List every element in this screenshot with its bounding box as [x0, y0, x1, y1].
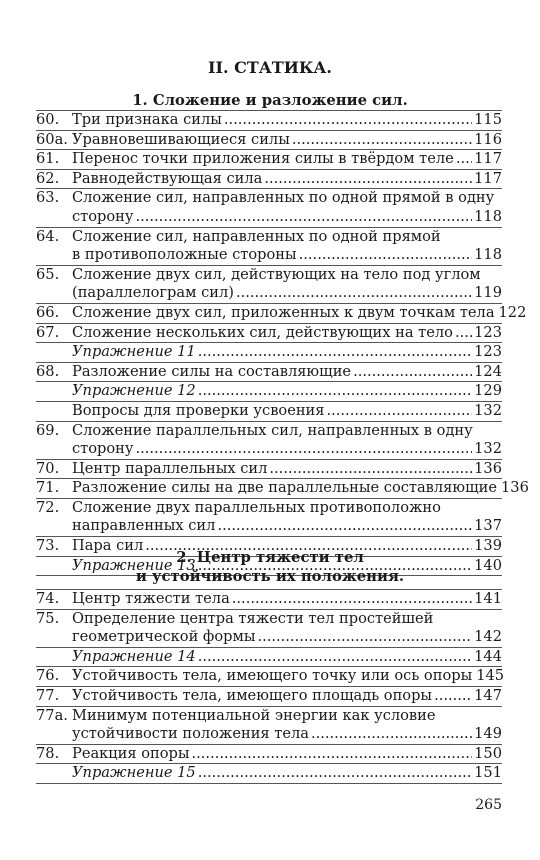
entry-title: Пара сил [72, 537, 144, 555]
entry-number: 77а. [36, 706, 68, 724]
entry-number: 74. [36, 590, 60, 607]
toc-entry [36, 401, 502, 421]
toc-entry [36, 188, 502, 226]
entry-title: направленных сил [72, 517, 216, 535]
toc-bottom-rule [36, 783, 502, 784]
dot-leader [135, 440, 472, 459]
toc-entry-line [36, 284, 502, 303]
toc-entry-line [36, 610, 502, 629]
toc-entry-line [36, 687, 502, 706]
entry-title: Упражнение 11 [72, 343, 196, 361]
entry-page: 124 [474, 362, 502, 380]
entry-number: 66. [36, 303, 60, 321]
toc-entry-line [36, 266, 502, 285]
entry-page: 123 [474, 323, 502, 341]
entry-page: 129 [474, 382, 502, 400]
toc-entry [36, 744, 502, 764]
toc-entry-line [36, 402, 502, 421]
toc-entry [36, 227, 502, 265]
entry-page: 122 [498, 303, 527, 321]
toc-entry-line [36, 343, 502, 362]
page-number: 265 [475, 797, 502, 813]
toc-entry [36, 149, 502, 169]
entry-page: 116 [474, 130, 502, 148]
toc-entry-line [36, 189, 502, 208]
toc-entry [36, 303, 527, 323]
dot-leader [135, 208, 472, 227]
entry-page: 118 [474, 207, 502, 225]
dot-leader [269, 460, 472, 479]
dot-leader [198, 764, 472, 783]
entry-title: Равнодействующая сила [72, 169, 263, 187]
toc-entry [36, 342, 502, 362]
entry-page: 142 [474, 628, 502, 646]
toc-entry-line [36, 517, 502, 536]
entry-page: 139 [474, 537, 502, 555]
entry-title: сторону [72, 207, 134, 225]
entry-number: 61. [36, 150, 60, 168]
dot-leader [217, 517, 472, 536]
toc-entry-line [36, 479, 529, 498]
entry-page: 117 [474, 169, 502, 187]
dot-leader [327, 402, 473, 421]
toc-entry [36, 498, 502, 536]
toc-entry [36, 609, 502, 647]
toc-entry-line [36, 324, 502, 343]
toc-entry-line [36, 460, 502, 479]
section-2-title [0, 548, 540, 586]
entry-title: Сложение нескольких сил, действующих на тело [72, 323, 453, 341]
toc-entry-line [36, 590, 502, 609]
entry-page: 136 [501, 479, 529, 497]
entry-title: Разложение силы на составляющие [72, 362, 352, 380]
entry-number: 60а. [36, 130, 68, 148]
entry-title: Сложение параллельных сил, направленных в одну [72, 421, 473, 439]
toc-entry [36, 478, 529, 498]
toc-entry [36, 323, 502, 343]
entry-page: 140 [474, 556, 502, 574]
toc-entry [36, 169, 502, 189]
toc-entry-line [36, 628, 502, 647]
toc-entry-line [36, 208, 502, 227]
entry-page: 150 [474, 744, 502, 762]
dot-leader [434, 687, 472, 706]
entry-title: геометрической формы [72, 628, 256, 646]
entry-number: 73. [36, 537, 60, 555]
entry-number: 69. [36, 421, 60, 439]
entry-page: 149 [474, 725, 502, 743]
entry-number: 72. [36, 498, 60, 516]
toc-entry [36, 130, 502, 150]
entry-title: Перенос точки приложения силы в твёрдом теле [72, 150, 454, 168]
toc-entry-line [36, 363, 502, 382]
entry-title: Сложение двух сил, действующих на тело под углом [72, 265, 481, 283]
entry-title: Вопросы для проверки усвоения [72, 401, 325, 419]
entry-number: 76. [36, 667, 60, 685]
dot-leader [257, 628, 472, 647]
dot-leader [192, 745, 473, 764]
toc-entry [36, 110, 502, 130]
toc-entry [36, 381, 502, 401]
toc-entry [36, 265, 502, 303]
dot-leader [455, 324, 472, 343]
entry-number: 65. [36, 265, 60, 283]
toc-entry-line [36, 648, 502, 667]
entry-number: 60. [36, 111, 60, 128]
entry-title: устойчивости положения тела [72, 725, 309, 743]
entry-title: Упражнение 15 [72, 764, 196, 782]
toc-entry [36, 686, 502, 706]
toc-entry [36, 459, 502, 479]
entry-title: Реакция опоры [72, 744, 190, 762]
entry-number: 77. [36, 686, 60, 704]
entry-page: 119 [474, 284, 502, 302]
toc-entry-line [36, 440, 502, 459]
entry-title: Разложение силы на две параллельные составляющие [72, 479, 498, 497]
dot-leader [198, 648, 472, 667]
toc-section-2 [36, 589, 505, 784]
toc-entry-line [36, 111, 502, 130]
entry-title: Упражнение 14 [72, 647, 196, 665]
toc-entry [36, 666, 505, 686]
entry-page: 132 [474, 401, 502, 419]
toc-entry-line [36, 170, 502, 189]
entry-title: Центр тяжести тела [72, 590, 230, 607]
entry-number: 75. [36, 609, 60, 627]
entry-page: 137 [474, 517, 502, 535]
entry-number: 71. [36, 479, 60, 497]
entry-title: Сложение сил, направленных по одной прямой [72, 227, 441, 245]
toc-entry-line [36, 422, 502, 441]
section-title-line: и устойчивость их положения. [135, 568, 405, 585]
entry-title: сторону [72, 440, 134, 458]
dot-leader [198, 382, 472, 401]
entry-title: Устойчивость тела, имеющего площадь опоры [72, 686, 433, 704]
toc-entry-line [36, 150, 502, 169]
toc-entry [36, 763, 502, 783]
entry-title: Уравновешивающиеся силы [72, 130, 290, 148]
section-title-line: 2. Центр тяжести тел [176, 549, 364, 566]
toc-entry-line [36, 745, 502, 764]
entry-title: Сложение двух сил, приложенных к двум точкам тела [72, 303, 495, 321]
toc-entry-line [36, 382, 502, 401]
toc-entry [36, 589, 502, 609]
entry-number: 64. [36, 227, 60, 245]
entry-title: Сложение сил, направленных по одной прямой в одну [72, 189, 495, 207]
toc-entry-line [36, 131, 502, 150]
toc-entry [36, 421, 502, 459]
entry-page: 115 [474, 111, 502, 128]
toc-entry [36, 647, 502, 667]
entry-page: 132 [474, 440, 502, 458]
dot-leader [198, 343, 472, 362]
entry-page: 118 [474, 246, 502, 264]
entry-title: Упражнение 12 [72, 382, 196, 400]
dot-leader [232, 590, 472, 609]
page-title: II. СТАТИКА. [208, 58, 332, 77]
section-1-title [0, 91, 540, 110]
dot-leader [264, 170, 472, 189]
toc-entry-line [36, 725, 502, 744]
dot-leader [353, 363, 472, 382]
dot-leader [224, 111, 472, 130]
dot-leader [311, 725, 472, 744]
entry-title: Три признака силы [72, 111, 222, 128]
entry-page: 141 [474, 590, 502, 607]
entry-page: 145 [476, 667, 505, 685]
toc-entry-line [36, 764, 502, 783]
toc-entry-line [36, 246, 502, 265]
entry-page: 136 [474, 459, 502, 477]
entry-title: Минимум потенциальной энергии как условие [72, 706, 436, 724]
dot-leader [292, 131, 472, 150]
entry-title: Центр параллельных сил [72, 459, 268, 477]
dot-leader [299, 246, 473, 265]
entry-number: 67. [36, 323, 60, 341]
toc-entry [36, 362, 502, 382]
section-title-line: 1. Сложение и разложение сил. [132, 92, 408, 109]
entry-number: 70. [36, 459, 60, 477]
toc-entry-line [36, 499, 502, 518]
entry-title: Определение центра тяжести тел простейшей [72, 609, 434, 627]
toc-section-1 [36, 110, 529, 576]
entry-page: 117 [474, 150, 502, 168]
entry-page: 147 [474, 686, 502, 704]
entry-number: 68. [36, 362, 60, 380]
entry-title: Устойчивость тела, имеющего точку или ось опоры [72, 667, 473, 685]
entry-title: (параллелограм сил) [72, 284, 234, 302]
entry-number: 62. [36, 169, 60, 187]
entry-title: Упражнение 13 [72, 556, 196, 574]
toc-entry-line [36, 667, 505, 686]
entry-title: в противоположные стороны [72, 246, 297, 264]
entry-number: 63. [36, 189, 60, 207]
entry-page: 123 [474, 343, 502, 361]
dot-leader [236, 284, 472, 303]
entry-number: 78. [36, 744, 60, 762]
toc-entry-line [36, 303, 527, 323]
dot-leader [456, 150, 472, 169]
entry-page: 151 [474, 764, 502, 782]
toc-entry [36, 706, 502, 744]
toc-entry-line [36, 228, 502, 247]
entry-page: 144 [474, 647, 502, 665]
entry-title: Сложение двух параллельных противоположно [72, 498, 441, 516]
toc-entry-line [36, 707, 502, 726]
